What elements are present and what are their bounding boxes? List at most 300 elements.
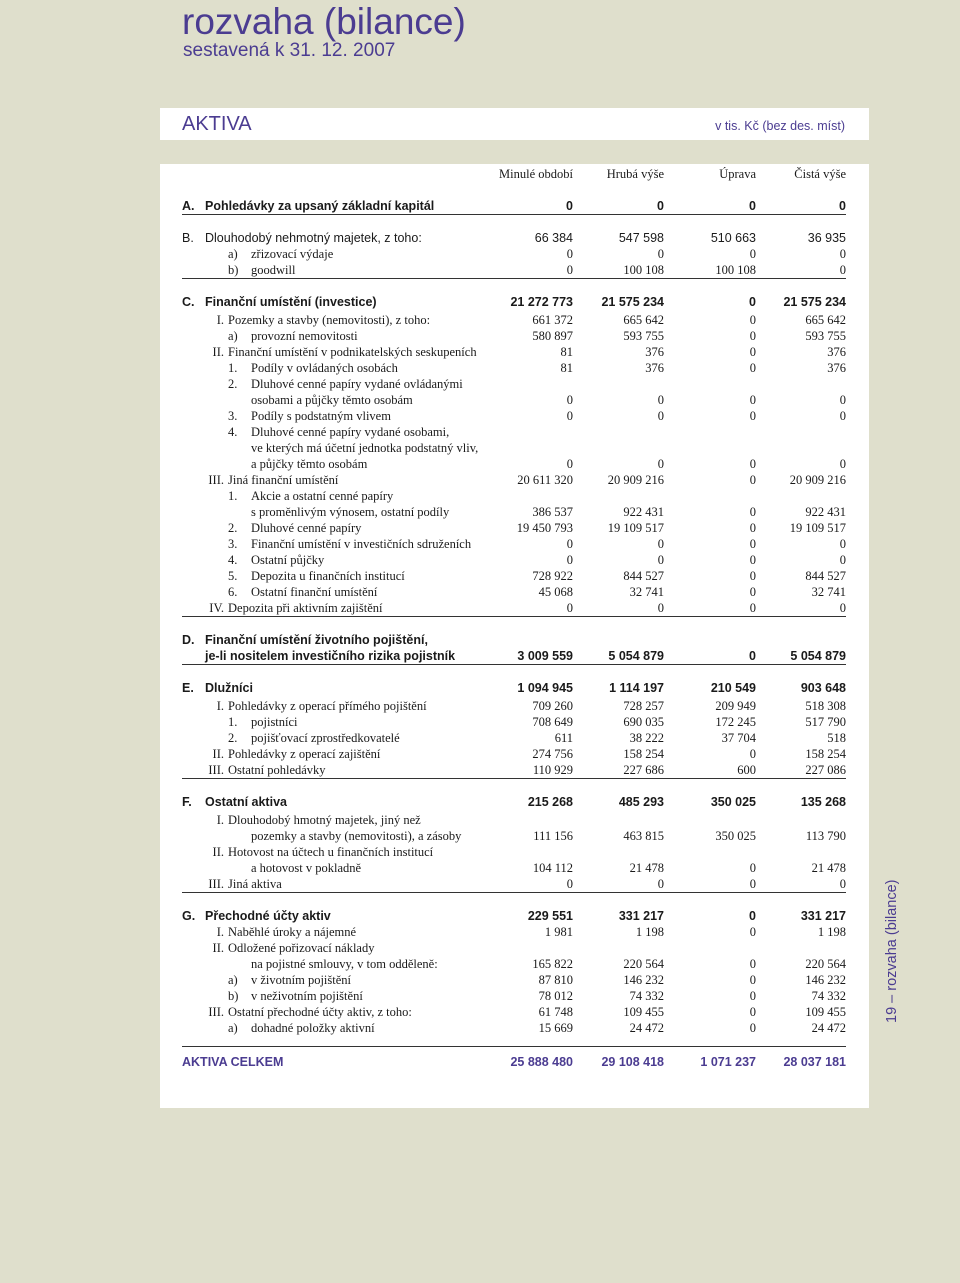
row-marker: II. <box>212 845 224 859</box>
section-divider <box>182 616 846 617</box>
table-row <box>160 584 869 600</box>
row-label: Přechodné účty aktiv <box>205 909 331 923</box>
table-row <box>160 198 869 214</box>
row-value: 1 198 <box>635 925 664 939</box>
row-value: 3 009 559 <box>517 649 573 663</box>
row-value: 376 <box>645 361 664 375</box>
row-marker: b) <box>228 263 239 277</box>
row-value: 215 268 <box>527 795 573 809</box>
table-row <box>160 746 869 762</box>
row-value: 611 <box>554 731 573 745</box>
row-label: Akcie a ostatní cenné papíry <box>251 489 394 503</box>
row-value: 0 <box>839 409 846 423</box>
row-value: 20 611 320 <box>517 473 573 487</box>
row-value: 386 537 <box>532 505 573 519</box>
row-value: 0 <box>749 199 756 213</box>
table-row <box>160 456 869 472</box>
row-label: Pohledávky z operací přímého pojištění <box>228 699 427 713</box>
row-value: 110 929 <box>532 763 573 777</box>
row-marker: II. <box>212 747 224 761</box>
row-value: 24 472 <box>811 1021 846 1035</box>
table-row <box>160 392 869 408</box>
unit-note: v tis. Kč (bez des. míst) <box>715 119 845 133</box>
total-value: 1 071 237 <box>700 1055 756 1069</box>
row-value: 78 012 <box>538 989 573 1003</box>
row-value: 0 <box>749 537 756 551</box>
table-row <box>160 1004 869 1020</box>
row-marker: a) <box>228 329 238 343</box>
row-value: 21 478 <box>629 861 664 875</box>
row-value: 0 <box>839 601 846 615</box>
row-value: 100 108 <box>623 263 664 277</box>
row-label: je-li nositelem investičního rizika pojistník <box>205 649 456 663</box>
row-label: Dlouhodobý nehmotný majetek, z toho: <box>205 231 422 245</box>
row-label: Dluhové cenné papíry <box>251 521 362 535</box>
row-value: 104 112 <box>532 861 573 875</box>
table-row <box>160 924 869 940</box>
row-value: 37 704 <box>721 731 756 745</box>
total-divider <box>182 1046 846 1047</box>
row-label: Depozita při aktivním zajištění <box>228 601 383 615</box>
row-label: pozemky a stavby (nemovitosti), a zásoby <box>251 829 462 843</box>
row-value: 74 332 <box>811 989 846 1003</box>
row-value: 0 <box>749 747 756 761</box>
row-value: 109 455 <box>805 1005 846 1019</box>
row-value: 0 <box>566 537 573 551</box>
row-value: 109 455 <box>623 1005 664 1019</box>
row-label: pojišťovací zprostředkovatelé <box>251 731 400 745</box>
row-value: 0 <box>839 537 846 551</box>
table-row <box>160 472 869 488</box>
row-value: 0 <box>566 601 573 615</box>
row-value: 158 254 <box>623 747 664 761</box>
section-divider <box>182 778 846 779</box>
row-value: 593 755 <box>805 329 846 343</box>
row-marker: C. <box>182 295 195 309</box>
row-label: pojistníci <box>251 715 298 729</box>
table-row <box>160 988 869 1004</box>
row-label: osobami a půjčky těmto osobám <box>251 393 413 407</box>
row-label: Finanční umístění (investice) <box>205 295 377 309</box>
row-marker: 2. <box>228 731 238 745</box>
row-marker: II. <box>212 941 224 955</box>
row-value: 61 748 <box>538 1005 573 1019</box>
row-value: 74 332 <box>629 989 664 1003</box>
total-value: 28 037 181 <box>783 1055 846 1069</box>
table-row <box>160 344 869 360</box>
side-label <box>872 880 912 1030</box>
table-row <box>160 680 869 696</box>
row-marker: 3. <box>228 409 238 423</box>
row-marker: 5. <box>228 569 238 583</box>
row-value: 463 815 <box>623 829 664 843</box>
table-row <box>160 294 869 310</box>
column-headers <box>160 166 869 182</box>
row-marker: b) <box>228 989 239 1003</box>
row-value: 19 450 793 <box>516 521 573 535</box>
row-label: ve kterých má účetní jednotka podstatný vliv, <box>251 441 479 455</box>
section-divider <box>182 214 846 215</box>
row-value: 210 549 <box>710 681 756 695</box>
table-row <box>160 328 869 344</box>
row-label: a půjčky těmto osobám <box>251 457 368 471</box>
row-value: 0 <box>749 553 756 567</box>
row-value: 0 <box>749 585 756 599</box>
row-value: 0 <box>749 247 756 261</box>
row-marker: I. <box>216 813 224 827</box>
row-label: Podíly v ovládaných osobách <box>251 361 398 375</box>
row-value: 0 <box>749 569 756 583</box>
row-label: Dluhové cenné papíry vydané osobami, <box>251 425 450 439</box>
table-row <box>160 940 869 956</box>
row-value: 158 254 <box>805 747 846 761</box>
row-marker: a) <box>228 973 238 987</box>
row-label: Pohledávky z operací zajištění <box>228 747 381 761</box>
row-value: 1 094 945 <box>517 681 573 695</box>
row-value: 0 <box>839 247 846 261</box>
row-label: Finanční umístění životního pojištění, <box>205 633 428 647</box>
row-value: 0 <box>749 329 756 343</box>
row-value: 111 156 <box>533 829 573 843</box>
table-row <box>160 312 869 328</box>
table-row <box>160 648 869 664</box>
row-value: 0 <box>749 649 756 663</box>
row-value: 0 <box>749 861 756 875</box>
row-value: 0 <box>566 409 573 423</box>
row-label: Depozita u finančních institucí <box>251 569 405 583</box>
row-value: 376 <box>827 361 846 375</box>
row-value: 0 <box>749 1005 756 1019</box>
row-label: dohadné položky aktivní <box>251 1021 375 1035</box>
row-value: 844 527 <box>623 569 664 583</box>
row-value: 0 <box>749 457 756 471</box>
row-label: Naběhlé úroky a nájemné <box>228 925 357 939</box>
section-title: AKTIVA <box>182 113 252 135</box>
row-label: Dlužníci <box>205 681 253 695</box>
row-marker: III. <box>208 877 224 891</box>
row-value: 709 260 <box>532 699 573 713</box>
row-marker: 2. <box>228 521 238 535</box>
row-value: 0 <box>657 553 664 567</box>
row-value: 0 <box>749 505 756 519</box>
row-value: 0 <box>839 393 846 407</box>
row-value: 0 <box>566 247 573 261</box>
row-value: 229 551 <box>527 909 573 923</box>
row-value: 227 686 <box>623 763 664 777</box>
table-row <box>160 568 869 584</box>
row-value: 922 431 <box>805 505 846 519</box>
row-marker: a) <box>228 247 238 261</box>
row-value: 45 068 <box>538 585 573 599</box>
table-row <box>160 812 869 828</box>
row-value: 0 <box>839 263 846 277</box>
row-value: 728 257 <box>623 699 664 713</box>
table-row <box>160 520 869 536</box>
row-value: 0 <box>657 457 664 471</box>
row-value: 146 232 <box>805 973 846 987</box>
row-value: 220 564 <box>805 957 846 971</box>
row-label: goodwill <box>251 263 296 277</box>
row-label: s proměnlivým výnosem, ostatní podíly <box>251 505 450 519</box>
row-value: 135 268 <box>800 795 846 809</box>
page-subtitle: sestavená k 31. 12. 2007 <box>183 40 396 61</box>
row-marker: 1. <box>228 361 238 375</box>
row-marker: 3. <box>228 537 238 551</box>
table-row <box>160 956 869 972</box>
table-row <box>160 632 869 648</box>
row-value: 15 669 <box>538 1021 573 1035</box>
row-value: 21 575 234 <box>783 295 846 309</box>
row-label: na pojistné smlouvy, v tom odděleně: <box>251 957 438 971</box>
row-marker: B. <box>182 231 194 245</box>
total-value: 25 888 480 <box>510 1055 573 1069</box>
row-value: 0 <box>657 877 664 891</box>
row-marker: IV. <box>209 601 224 615</box>
row-label: Finanční umístění v podnikatelských seskupeních <box>228 345 477 359</box>
row-value: 1 114 197 <box>609 681 664 695</box>
row-value: 0 <box>839 877 846 891</box>
table-row <box>160 536 869 552</box>
row-value: 922 431 <box>623 505 664 519</box>
row-value: 21 272 773 <box>510 295 573 309</box>
row-label: Ostatní aktiva <box>205 795 287 809</box>
row-value: 0 <box>839 199 846 213</box>
row-value: 0 <box>566 457 573 471</box>
row-marker: 4. <box>228 553 238 567</box>
row-marker: a) <box>228 1021 238 1035</box>
table-row <box>160 262 869 278</box>
row-label: a hotovost v pokladně <box>251 861 362 875</box>
row-label: Dlouhodobý hmotný majetek, jiný než <box>228 813 421 827</box>
row-value: 21 478 <box>811 861 846 875</box>
page-title: rozvaha (bilance) <box>182 1 466 42</box>
row-label: Pozemky a stavby (nemovitosti), z toho: <box>228 313 431 327</box>
row-marker: G. <box>182 909 196 923</box>
row-value: 81 <box>560 345 573 359</box>
row-value: 165 822 <box>532 957 573 971</box>
table-row <box>160 844 869 860</box>
row-value: 5 054 879 <box>790 649 846 663</box>
row-value: 0 <box>749 473 756 487</box>
row-label: Odložené pořizovací náklady <box>228 941 375 955</box>
table-row <box>160 698 869 714</box>
row-label: Ostatní půjčky <box>251 553 325 567</box>
row-marker: I. <box>216 925 224 939</box>
col-header-gross: Hrubá výše <box>606 167 664 181</box>
row-value: 19 109 517 <box>607 521 664 535</box>
table-row <box>160 762 869 778</box>
row-value: 485 293 <box>618 795 664 809</box>
row-value: 0 <box>566 553 573 567</box>
row-marker: 2. <box>228 377 238 391</box>
row-value: 146 232 <box>623 973 664 987</box>
row-value: 20 909 216 <box>607 473 664 487</box>
row-value: 593 755 <box>623 329 664 343</box>
row-marker: F. <box>182 795 192 809</box>
row-value: 728 922 <box>532 569 573 583</box>
table-row <box>160 1020 869 1036</box>
table-row <box>160 360 869 376</box>
row-value: 0 <box>749 295 756 309</box>
row-value: 20 909 216 <box>789 473 846 487</box>
row-value: 0 <box>566 199 573 213</box>
row-value: 665 642 <box>623 313 664 327</box>
section-banner <box>160 108 869 140</box>
row-value: 0 <box>657 247 664 261</box>
table-row <box>160 440 869 456</box>
table-row <box>160 488 869 504</box>
total-value: 29 108 418 <box>601 1055 664 1069</box>
row-value: 0 <box>839 553 846 567</box>
row-value: 220 564 <box>623 957 664 971</box>
table-row <box>160 860 869 876</box>
banner-divider <box>160 140 869 164</box>
table-row <box>160 972 869 988</box>
row-value: 36 935 <box>807 231 846 245</box>
row-value: 0 <box>657 537 664 551</box>
row-value: 0 <box>749 925 756 939</box>
row-value: 708 649 <box>532 715 573 729</box>
table-row <box>160 504 869 520</box>
row-value: 0 <box>749 973 756 987</box>
row-label: Finanční umístění v investičních sdruženích <box>251 537 472 551</box>
col-header-adjustment: Úprava <box>719 167 756 181</box>
row-label: Jiná finanční umístění <box>228 473 339 487</box>
row-label: provozní nemovitosti <box>251 329 358 343</box>
total-row <box>160 1054 869 1070</box>
balance-sheet-panel <box>160 108 869 1108</box>
row-value: 350 025 <box>710 795 756 809</box>
row-marker: E. <box>182 681 194 695</box>
row-value: 0 <box>749 601 756 615</box>
row-marker: III. <box>208 763 224 777</box>
row-value: 661 372 <box>532 313 573 327</box>
row-value: 518 <box>827 731 846 745</box>
row-label: Pohledávky za upsaný základní kapitál <box>205 199 435 213</box>
row-label: Dluhové cenné papíry vydané ovládanými <box>251 377 463 391</box>
row-value: 5 054 879 <box>608 649 664 663</box>
col-header-prior: Minulé období <box>499 167 573 181</box>
row-value: 518 308 <box>805 699 846 713</box>
table-row <box>160 376 869 392</box>
row-marker: 6. <box>228 585 238 599</box>
row-marker: 1. <box>228 489 238 503</box>
row-value: 1 981 <box>544 925 573 939</box>
row-label: v životním pojištění <box>251 973 351 987</box>
row-value: 0 <box>839 457 846 471</box>
row-label: v neživotním pojištění <box>251 989 363 1003</box>
table-row <box>160 600 869 616</box>
row-value: 0 <box>566 877 573 891</box>
row-value: 376 <box>827 345 846 359</box>
row-value: 0 <box>749 409 756 423</box>
row-value: 0 <box>749 909 756 923</box>
row-label: Ostatní finanční umístění <box>251 585 378 599</box>
row-value: 19 109 517 <box>789 521 846 535</box>
table-row <box>160 908 869 924</box>
row-marker: I. <box>216 699 224 713</box>
row-value: 38 222 <box>629 731 664 745</box>
row-marker: II. <box>212 345 224 359</box>
row-value: 0 <box>749 393 756 407</box>
row-value: 24 472 <box>629 1021 664 1035</box>
row-marker: 4. <box>228 425 238 439</box>
table-row <box>160 794 869 810</box>
row-marker: III. <box>208 1005 224 1019</box>
section-divider <box>182 278 846 279</box>
side-label-text: 19 – rozvaha (bilance) <box>884 879 900 1023</box>
row-value: 113 790 <box>805 829 846 843</box>
row-value: 0 <box>657 601 664 615</box>
table-row <box>160 828 869 844</box>
row-value: 0 <box>749 989 756 1003</box>
row-value: 172 245 <box>715 715 756 729</box>
row-value: 510 663 <box>710 231 756 245</box>
row-value: 0 <box>566 263 573 277</box>
row-value: 66 384 <box>534 231 573 245</box>
row-value: 32 741 <box>629 585 664 599</box>
row-value: 0 <box>749 957 756 971</box>
row-label: Podíly s podstatným vlivem <box>251 409 391 423</box>
row-value: 0 <box>749 345 756 359</box>
row-value: 0 <box>566 393 573 407</box>
row-label: Ostatní přechodné účty aktiv, z toho: <box>228 1005 412 1019</box>
row-value: 32 741 <box>811 585 846 599</box>
table-row <box>160 876 869 892</box>
row-value: 547 598 <box>618 231 664 245</box>
row-value: 331 217 <box>800 909 846 923</box>
row-value: 350 025 <box>715 829 756 843</box>
row-value: 331 217 <box>618 909 664 923</box>
row-label: Jiná aktiva <box>228 877 282 891</box>
row-value: 376 <box>645 345 664 359</box>
row-value: 844 527 <box>805 569 846 583</box>
row-value: 21 575 234 <box>601 295 664 309</box>
row-value: 100 108 <box>715 263 756 277</box>
row-value: 665 642 <box>805 313 846 327</box>
row-marker: I. <box>216 313 224 327</box>
row-value: 0 <box>749 521 756 535</box>
row-value: 87 810 <box>538 973 573 987</box>
row-label: Ostatní pohledávky <box>228 763 326 777</box>
table-row <box>160 424 869 440</box>
row-value: 0 <box>749 877 756 891</box>
row-marker: III. <box>208 473 224 487</box>
row-marker: A. <box>182 199 195 213</box>
section-divider <box>182 664 846 665</box>
row-marker: D. <box>182 633 195 647</box>
row-value: 0 <box>749 313 756 327</box>
row-value: 209 949 <box>715 699 756 713</box>
row-value: 580 897 <box>532 329 573 343</box>
row-value: 1 198 <box>817 925 846 939</box>
row-value: 517 790 <box>805 715 846 729</box>
col-header-net: Čistá výše <box>794 167 846 181</box>
table-row <box>160 552 869 568</box>
row-value: 0 <box>657 409 664 423</box>
row-value: 690 035 <box>623 715 664 729</box>
row-value: 600 <box>737 763 756 777</box>
row-marker: 1. <box>228 715 238 729</box>
row-value: 0 <box>749 361 756 375</box>
table-row <box>160 246 869 262</box>
row-value: 81 <box>560 361 573 375</box>
table-row <box>160 230 869 246</box>
row-value: 0 <box>657 393 664 407</box>
row-value: 0 <box>749 1021 756 1035</box>
row-value: 227 086 <box>805 763 846 777</box>
table-row <box>160 714 869 730</box>
